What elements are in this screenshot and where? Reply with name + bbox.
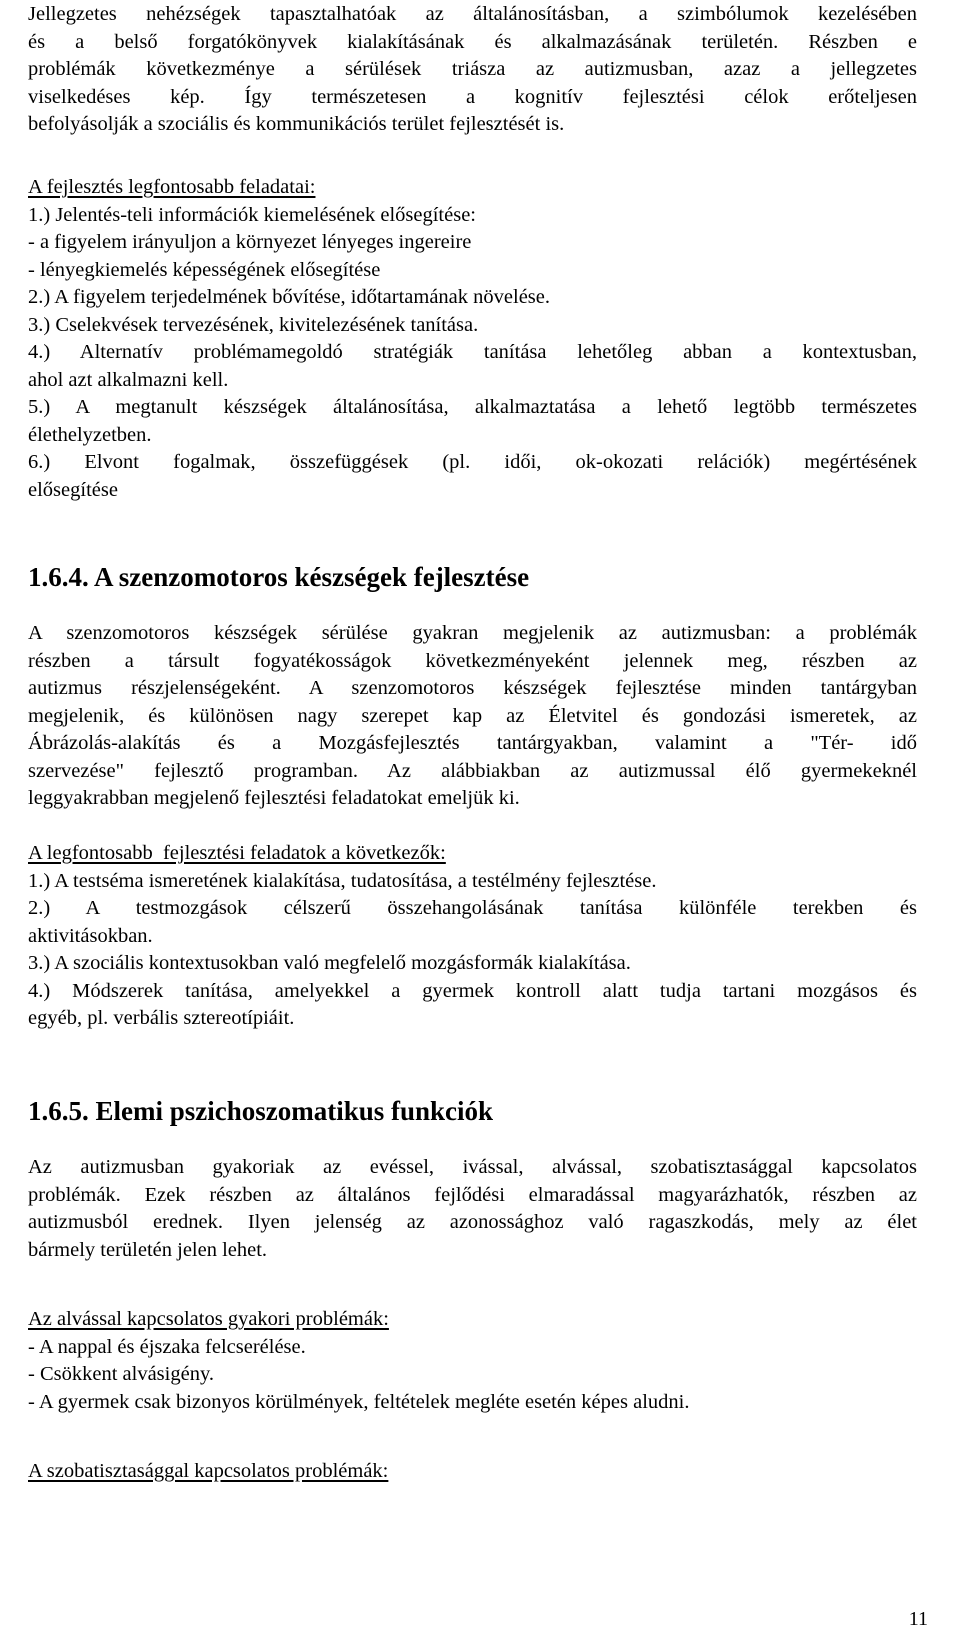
section-subheading: A legfontosabb fejlesztési feladatok a következők: — [28, 842, 446, 864]
list-item: aktivitásokban. — [28, 924, 153, 947]
list-item: élethelyzetben. — [28, 423, 152, 446]
list-item: 2.) A testmozgások célszerű összehangolásának tanítása különféle terekben és — [28, 897, 917, 919]
list-item: - a figyelem irányuljon a környezet lényeges ingereire — [28, 231, 472, 253]
text-line: szervezése" fejlesztő programban. Az alábbiakban az autizmussal élő gyermekeknél — [28, 759, 917, 782]
list-item: 5.) A megtanult készségek általánosítása, alkalmaztatása a lehető legtöbb természetes — [28, 396, 917, 418]
intro-paragraph — [28, 1, 917, 139]
list-item: 3.) Cselekvések tervezésének, kivitelezésének tanítása. — [28, 313, 479, 336]
list-item: egyéb, pl. verbális sztereotípiáit. — [28, 1007, 295, 1029]
list-item: - lényegkiemelés képességének elősegítése — [28, 258, 381, 281]
list-item: 1.) Jelentés-teli információk kiemelésének elősegítése: — [28, 203, 476, 226]
text-line: és a belső forgatókönyvek kialakításának és alkalmazásának területén. Részben e — [28, 30, 917, 53]
section-title-1-6-5: 1.6.5. Elemi pszichoszomatikus funkciók — [28, 1096, 494, 1126]
text-line: Ábrázolás-alakítás és a Mozgásfejlesztés tantárgyakban, valamint a "Tér- idő — [28, 732, 917, 754]
development-tasks — [28, 174, 917, 504]
list-item: ahol azt alkalmazni kell. — [28, 368, 229, 391]
text-line: bármely területén jelen lehet. — [28, 1238, 268, 1261]
text-line: befolyásolják a szociális és kommunikációs terület fejlesztését is. — [28, 113, 565, 135]
list-item: 2.) A figyelem terjedelmének bővítése, időtartamának növelése. — [28, 286, 550, 308]
list-item: 4.) Alternatív problémamegoldó stratégiák tanítása lehetőleg abban a kontextusban, — [28, 341, 917, 363]
toilet-problems — [28, 1458, 917, 1486]
text-line: Az autizmusban gyakoriak az evéssel, ivással, alvással, szobatisztasággal kapcsolatos — [28, 1156, 917, 1178]
list-item: - A gyermek csak bizonyos körülmények, feltételek megléte esetén képes aludni. — [28, 1390, 690, 1413]
text-line: autizmus részjelenségeként. A szenzomotoros készségek fejlesztése minden tantárgyban — [28, 677, 917, 699]
section-1-6-4-paragraph — [28, 620, 917, 813]
page-number: 11 — [908, 1608, 928, 1630]
text-line: viselkedéses kép. Így természetesen a kognitív fejlesztési célok erőteljesen — [28, 85, 917, 108]
list-item: - Csökkent alvásigény. — [28, 1363, 214, 1385]
text-line: leggyakrabban megjelenő fejlesztési feladatokat emeljük ki. — [28, 787, 520, 809]
section-subheading: A szobatisztasággal kapcsolatos problémák: — [28, 1460, 389, 1482]
list-item: 1.) A testséma ismeretének kialakítása, tudatosítása, a testélmény fejlesztése. — [28, 869, 657, 892]
section-subheading: A fejlesztés legfontosabb feladatai: — [28, 176, 316, 198]
section-1-6-4-tasks — [28, 840, 917, 1033]
text-line: Jellegzetes nehézségek tapasztalhatóak az általánosításban, a szimbólumok kezelésében — [28, 3, 917, 25]
section-subheading: Az alvással kapcsolatos gyakori problémák: — [28, 1308, 389, 1330]
list-item: elősegítése — [28, 478, 118, 501]
text-line: problémák. Ezek részben az általános fejlődési elmaradással magyarázhatók, részben az — [28, 1183, 917, 1206]
sleep-problems — [28, 1306, 917, 1416]
list-item: 4.) Módszerek tanítása, amelyekkel a gyermek kontroll alatt tudja tartani mozgásos és — [28, 979, 917, 1002]
list-item: - A nappal és éjszaka felcserélése. — [28, 1335, 306, 1358]
section-title-1-6-4: 1.6.4. A szenzomotoros készségek fejlesztése — [28, 562, 530, 592]
text-line: A szenzomotoros készségek sérülése gyakran megjelenik az autizmusban: a problémák — [28, 622, 917, 644]
text-line: problémák következménye a sérülések triásza az autizmusban, azaz a jellegzetes — [28, 58, 917, 80]
text-line: részben a társult fogyatékosságok következményeként jelennek meg, részben az — [28, 649, 917, 672]
list-item: 3.) A szociális kontextusokban való megfelelő mozgásformák kialakítása. — [28, 952, 631, 974]
list-item: 6.) Elvont fogalmak, összefüggések (pl. idői, ok-okozati relációk) megértésének — [28, 451, 917, 473]
section-1-6-5-paragraph — [28, 1154, 917, 1264]
text-line: autizmusból erednek. Ilyen jelenség az azonossághoz való ragaszkodás, mely az élet — [28, 1211, 917, 1233]
text-line: megjelenik, és különösen nagy szerepet kap az Életvitel és gondozási ismeretek, az — [28, 704, 917, 727]
